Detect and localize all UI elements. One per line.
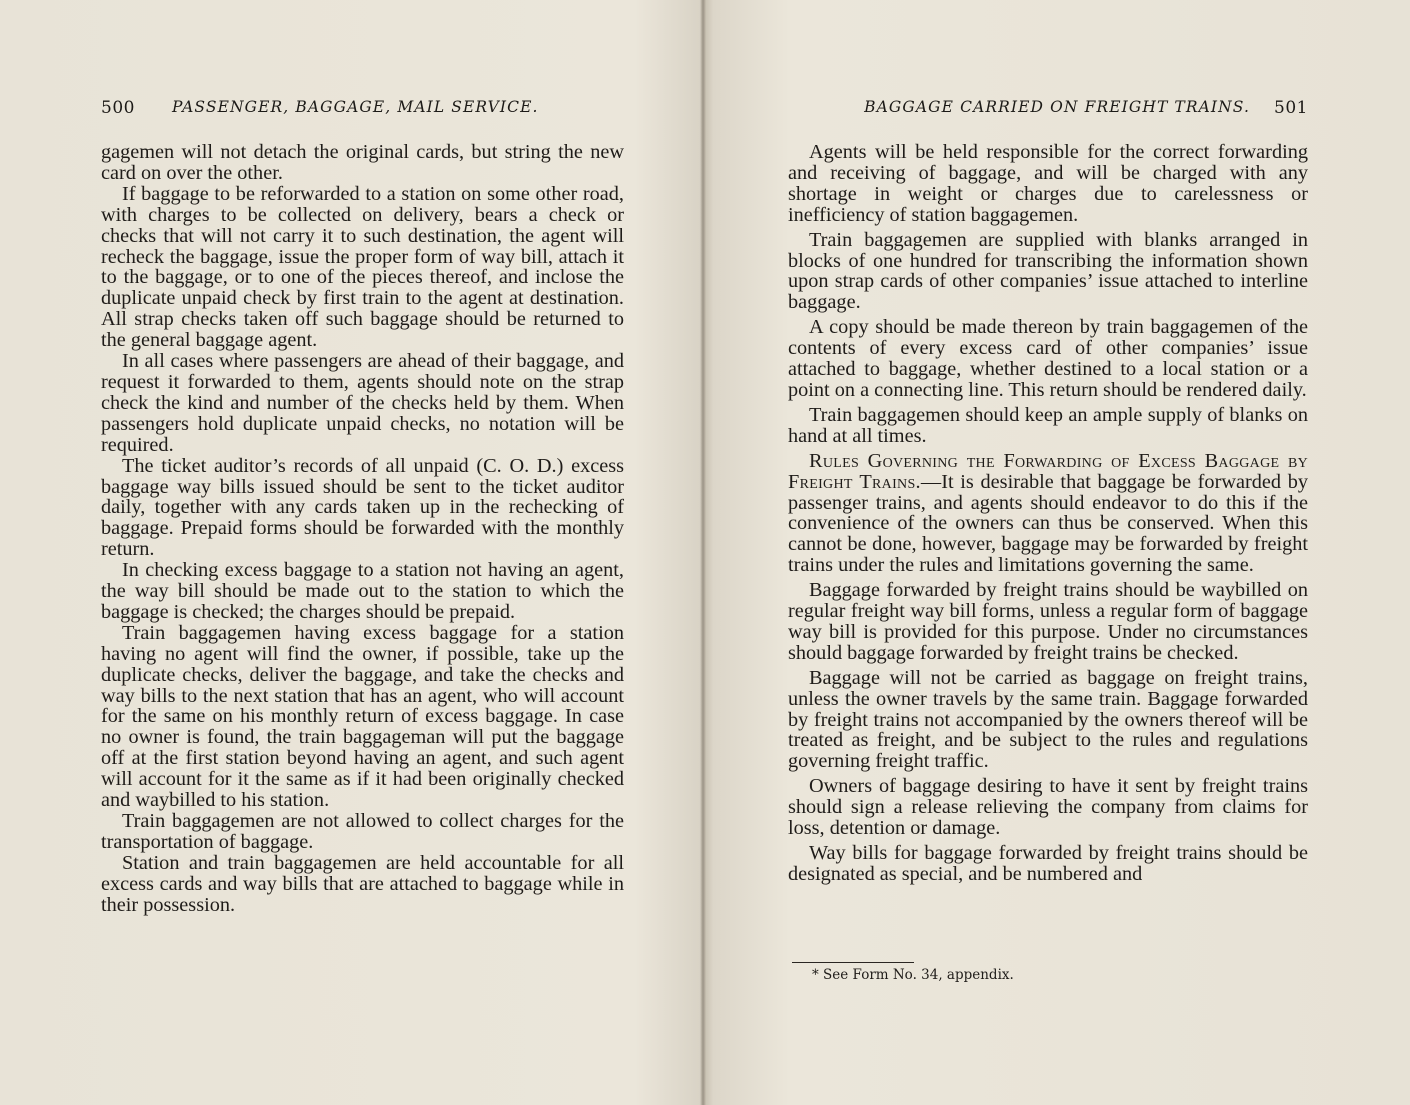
right-paragraph-4: Train baggagemen should keep an ample supply of blanks on hand at all times. <box>788 403 1308 447</box>
right-paragraph-7: Baggage will not be carried as baggage on freight trains, unless the owner travels by the same train. Baggage forwarded by freight trains not accompanied by the owners thereof will be treated as freight, and be subject to the rules and regulations governing freight traffic. <box>788 666 1308 773</box>
left-paragraph-5: In checking excess baggage to a station not having an agent, the way bill should be made out to the station to which the baggage is checked; the charges should be prepaid. <box>101 559 624 623</box>
right-paragraph-6: Baggage forwarded by freight trains should be waybilled on regular freight way bill forms, unless a regular form of baggage way bill is provided for this purpose. Under no circumstances should baggage forwarded by freight trains be checked. <box>788 579 1308 664</box>
left-running-title: PASSENGER, BAGGAGE, MAIL SERVICE. <box>172 98 539 116</box>
left-paragraph-3: In all cases where passengers are ahead of their baggage, and request it forwarded to them, agents should note on the strap check the kind and number of the checks held by them. When passengers hold duplicate unpaid checks, no notation will be required. <box>101 350 624 456</box>
left-paragraph-6: Train baggagemen having excess baggage for a station having no agent will find the owner, if possible, take up the duplicate checks, deliver the baggage, and take the checks and way bills to the next station that has an agent, who will account for the same on his monthly return of excess baggage. In case no owner is found, the train baggageman will put the baggage off at the first station beyond having an agent, and such agent will account for it the same as if it had been originally checked and waybilled to his station. <box>101 621 624 812</box>
right-running-title: BAGGAGE CARRIED ON FREIGHT TRAINS. <box>864 98 1250 116</box>
rules-heading: Rules Governing the Forwarding of Excess Baggage by Freight Trains. <box>788 449 1308 493</box>
left-running-head <box>101 98 624 124</box>
left-page-number: 500 <box>101 98 135 118</box>
left-paragraph-4: The ticket auditor’s records of all unpaid (C. O. D.) excess baggage way bills issued should be sent to the ticket auditor daily, together with any cards taken up in the rechecking of baggage. Prepaid forms should be forwarded with the monthly return. <box>101 454 624 561</box>
footnote: * See Form No. 34, appendix. <box>812 967 1014 983</box>
left-paragraph-2: If baggage to be reforwarded to a station on some other road, with charges to be collected on delivery, bears a check or checks that will not carry it to such destination, the agent will recheck the baggage, issue the proper form of way bill, attach it to the baggage, or to one of the pieces thereof, and inclose the duplicate unpaid check by first train to the agent at destination. All strap checks taken off such baggage should be returned to the general baggage agent. <box>101 182 624 352</box>
left-paragraph-7: Train baggagemen are not allowed to collect charges for the transportation of baggage. <box>101 810 624 853</box>
rules-paragraph <box>788 451 1308 576</box>
right-body-text <box>788 142 1308 885</box>
right-paragraph-8: Owners of baggage desiring to have it sent by freight trains should sign a release relieving the company from claims for loss, detention or damage. <box>788 775 1308 840</box>
right-page-number: 501 <box>1274 98 1308 118</box>
right-page <box>706 0 1410 1105</box>
left-page <box>0 0 700 1105</box>
right-paragraph-1: Agents will be held responsible for the correct forwarding and receiving of baggage, and will be charged with any shortage in weight or charges due to carelessness or inefficiency of station baggagemen. <box>788 141 1308 226</box>
right-paragraph-2: Train baggagemen are supplied with blanks arranged in blocks of one hundred for transcribing the information shown upon strap cards of other companies’ issue attached to interline baggage. <box>788 228 1308 314</box>
right-paragraph-9: Way bills for baggage forwarded by freight trains should be designated as special, and be numbered and <box>788 842 1308 885</box>
footnote-rule <box>792 962 914 963</box>
left-body-text <box>101 142 624 916</box>
right-running-head <box>810 98 1308 124</box>
left-paragraph-1: gagemen will not detach the original cards, but string the new card on over the other. <box>101 141 624 184</box>
right-paragraph-3: A copy should be made thereon by train baggagemen of the contents of every excess card of other companies’ issue attached to baggage, whether destined to a local station or a point on a connecting line. This return should be rendered daily. <box>788 316 1308 401</box>
rules-paragraph-text: —It is desirable that baggage be forwarded by passenger trains, and agents should endeavor to do this if the convenience of the owners can thus be conserved. When this cannot be done, however, baggage may be forwarded by freight trains under the rules and limitations governing the same. <box>788 470 1308 577</box>
left-paragraph-8: Station and train baggagemen are held accountable for all excess cards and way bills that are attached to baggage while in their possession. <box>101 851 624 916</box>
